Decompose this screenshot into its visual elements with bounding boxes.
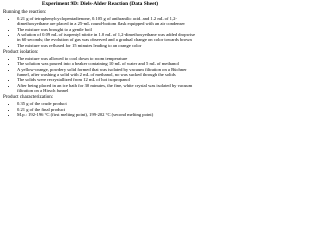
list-item: • 0.21 g of the final product <box>17 107 197 112</box>
section-heading-product-characterization: Product characterization: <box>3 94 54 100</box>
product-isolation-list <box>3 56 197 93</box>
section-heading-running-reaction: Running the reaction: <box>3 9 47 15</box>
product-characterization-list <box>3 101 197 117</box>
section-product-isolation <box>3 50 197 94</box>
list-item: • The mixture was refluxed for 15 minutes leading to an orange color <box>17 43 197 48</box>
page-title: Experiment 9D: Diels-Alder Reaction (Data Sheet) <box>41 1 159 7</box>
list-item: • The mixture was brought to a gentle boil <box>17 27 197 32</box>
list-item: • The solution was poured into a beaker containing 10 mL of water and 5 mL of methanol <box>17 61 197 66</box>
section-product-characterization <box>3 95 197 118</box>
list-item: • A yellow-orange, powdery solid formed that was isolated by vacuum filtration on a Büchner funnel, after washing a solid with 2 mL of methanol, no was sucked through the solids <box>17 67 197 78</box>
list-item: • 0.21 g of tetraphenylcyclopentadienone, 0.105 g of anthranilic acid. and 1.2 mL of 1,2-dimethoxyethane are placed in a 25-mL round-bottom flask equipped with an air condenser <box>17 16 197 27</box>
section-heading-product-isolation: Product isolation: <box>3 49 39 55</box>
list-item: • After being placed in an ice bath for 30 minutes, the fine, white crystal was isolated by vacuum filtration on a Hirsch funnel <box>17 83 197 94</box>
list-item: • The solids were recrystallized from 12 mL of hot isopropanol <box>17 77 197 82</box>
list-item: • The mixture was allowed to cool down to room temperature <box>17 56 197 61</box>
running-reaction-list <box>3 16 197 48</box>
list-item: • A solution of 0.09 mL of isopentyl nitrite in 1.0 mL of 1,2-dimethoxyethane was added dropwise in 60 seconds; the evolution of gas was observed and a gradual change on color towards brown <box>17 32 197 43</box>
section-running-reaction <box>3 10 197 49</box>
list-item: • 0.35 g of the crude product <box>17 101 197 106</box>
list-item: • M.p.: 192-196 °C (first melting point), 199-202 °C (second melting point) <box>17 112 197 117</box>
data-sheet-page <box>0 0 200 178</box>
